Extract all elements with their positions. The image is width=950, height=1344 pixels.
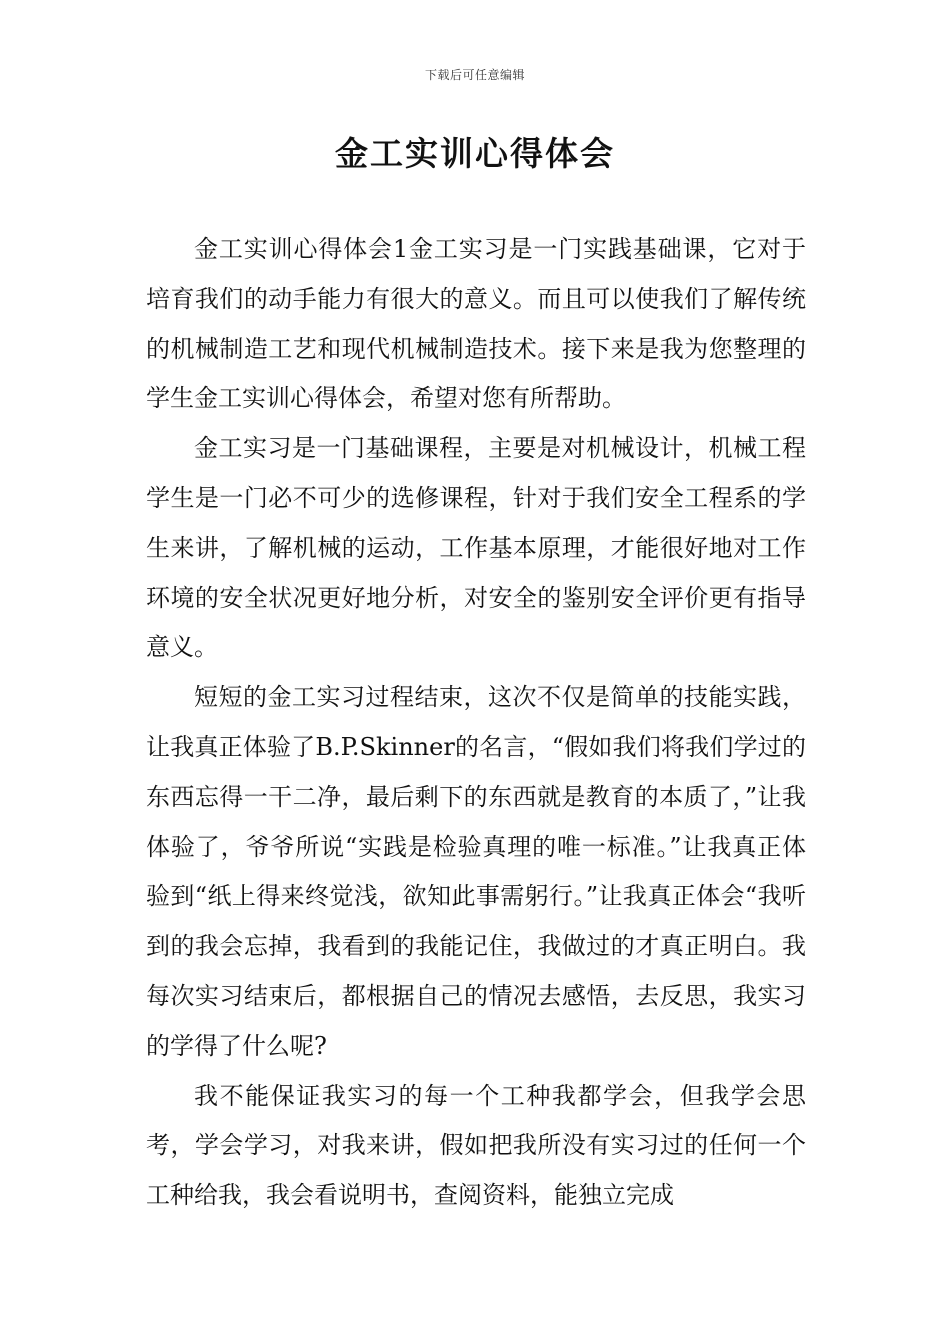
paragraph: 金工实习是一门基础课程，主要是对机械设计，机械工程学生是一门必不可少的选修课程，针对于我们安全工程系的学生来讲，了解机械的运动，工作基本原理，才能很好地对工作环境的安全状况更好地分析，对安全的鉴别安全评价更有指导意义。 xyxy=(146,434,806,662)
document-body xyxy=(146,225,806,1221)
paragraph: 我不能保证我实习的每一个工种我都学会，但我学会思考，学会学习，对我来讲，假如把我所没有实习过的任何一个工种给我，我会看说明书，查阅资料，能独立完成 xyxy=(146,1081,806,1210)
header-note: 下载后可任意编辑 xyxy=(424,68,525,82)
document-title: 金工实训心得体会 xyxy=(335,134,615,173)
paragraph: 金工实训心得体会1金工实习是一门实践基础课，它对于培育我们的动手能力有很大的意义。而且可以使我们了解传统的机械制造工艺和现代机械制造技术。接下来是我为您整理的学生金工实训心得体会，希望对您有所帮助。 xyxy=(146,235,806,413)
paragraph: 短短的金工实习过程结束，这次不仅是简单的技能实践，让我真正体验了B.P.Skinner的名言，“假如我们将我们学过的东西忘得一干二净，最后剩下的东西就是教育的本质了，”让我体验了，爷爷所说“实践是检验真理的唯一标准。”让我真正体验到“纸上得来终觉浅，欲知此事需躬行。”让我真正体会“我听到的我会忘掉，我看到的我能记住，我做过的才真正明白。我每次实习结束后，都根据自己的情况去感悟，去反思，我实习的学得了什么呢? xyxy=(146,683,806,1060)
